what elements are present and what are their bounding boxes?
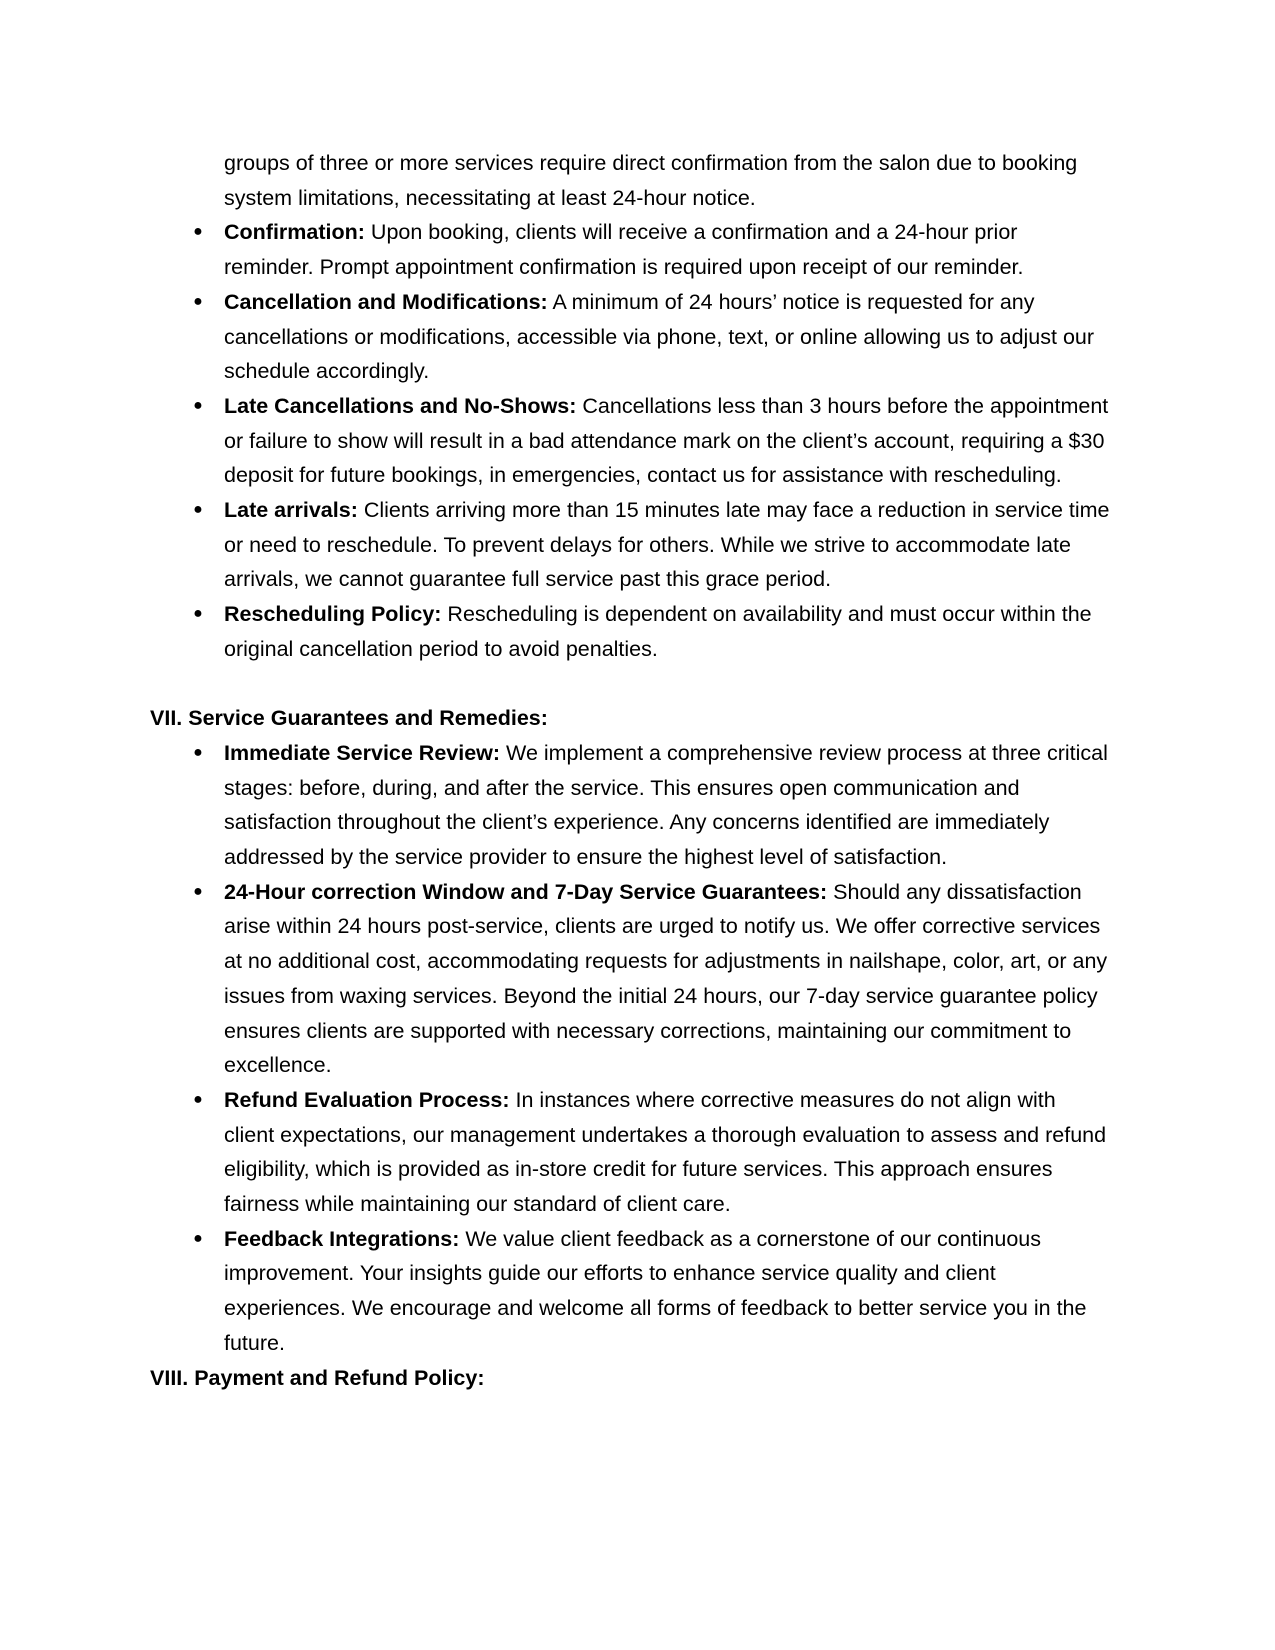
item-text: A minimum of 24 hours’ notice is requested for any cancellations or modifications, accessible via phone, text, or online allowing us to adjust our schedule accordingly. <box>224 289 1095 384</box>
bullet-icon: ● <box>193 1229 203 1247</box>
item-text: We implement a comprehensive review process at three critical stages: before, during, and after the service. This ensures open communication and satisfaction throughout the client’s experience. Any concerns identified are immediately addressed by the service provider to ensure the highest level of satisfaction. <box>224 740 1108 870</box>
list-item-late-cancellations <box>150 389 1110 493</box>
bullet-icon: ● <box>193 223 203 241</box>
item-label: Refund Evaluation Process: <box>224 1087 510 1112</box>
item-label: Feedback Integrations: <box>224 1226 460 1251</box>
bullet-icon: ● <box>193 1090 203 1108</box>
list-item-immediate-service-review <box>150 736 1110 875</box>
bullet-icon: ● <box>193 501 203 519</box>
item-text: Should any dissatisfaction arise within 24 hours post-service, clients are urged to notify us. We offer corrective services at no additional cost, accommodating requests for adjustments in nailshape, color, art, or any issues from waxing services. Beyond the initial 24 hours, our 7-day service guarantee policy ensures clients are supported with necessary corrections, maintaining our commitment to excellence. <box>224 879 1108 1078</box>
section-vi-bullet-list <box>150 215 1110 666</box>
item-text: We value client feedback as a cornerstone of our continuous improvement. Your insights guide our efforts to enhance service quality and client experiences. We encourage and welcome all forms of feedback to better service you in the future. <box>224 1226 1087 1355</box>
section-vii-heading: VII. Service Guarantees and Remedies: <box>150 706 548 731</box>
list-item-late-arrivals <box>150 493 1110 597</box>
item-text: Rescheduling is dependent on availability and must occur within the original cancellation period to avoid penalties. <box>224 602 1092 661</box>
list-item-rescheduling-policy <box>150 597 1110 666</box>
item-text: Clients arriving more than 15 minutes late may face a reduction in service time or need to reschedule. To prevent delays for others. While we strive to accommodate late arrivals, we cannot guarantee full service past this grace period. <box>224 498 1110 592</box>
section-spacer <box>150 667 1110 702</box>
item-label: Rescheduling Policy: <box>224 602 442 627</box>
list-item-refund-evaluation <box>150 1083 1110 1222</box>
list-item-feedback-integrations <box>150 1222 1110 1361</box>
section-vii-bullet-list <box>150 736 1110 1361</box>
item-text: Upon booking, clients will receive a confirmation and a 24-hour prior reminder. Prompt appointment confirmation is required upon receipt of our reminder. <box>224 220 1024 280</box>
document-body <box>150 146 1110 1395</box>
bullet-icon: ● <box>193 605 203 623</box>
item-text: Cancellations less than 3 hours before the appointment or failure to show will result in a bad attendance mark on the client’s account, requiring a $30 deposit for future bookings, in emergencies, contact us for assistance with rescheduling. <box>224 393 1109 488</box>
bullet-icon: ● <box>193 292 203 310</box>
bullet-icon: ● <box>193 743 203 761</box>
item-label: Late arrivals: <box>224 498 358 523</box>
bullet-icon: ● <box>193 882 203 900</box>
bullet-icon: ● <box>193 396 203 414</box>
list-item-confirmation <box>150 215 1110 284</box>
list-item-cancellation-modifications <box>150 285 1110 389</box>
section-viii-heading: VIII. Payment and Refund Policy: <box>150 1365 485 1390</box>
item-label: Confirmation: <box>224 220 365 245</box>
item-label: Immediate Service Review: <box>224 740 501 765</box>
item-label: 24-Hour correction Window and 7-Day Service Guarantees: <box>224 879 828 904</box>
continued-paragraph: groups of three or more services require direct confirmation from the salon due to booking system limitations, necessitating at least 24-hour notice. <box>224 151 1078 210</box>
list-item-correction-window <box>150 875 1110 1083</box>
item-label: Cancellation and Modifications: <box>224 289 548 314</box>
item-label: Late Cancellations and No-Shows: <box>224 393 577 418</box>
item-text: In instances where corrective measures do not align with client expectations, our management undertakes a thorough evaluation to assess and refund eligibility, which is provided as in-store credit for future services. This approach ensures fairness while maintaining our standard of client care. <box>224 1087 1107 1217</box>
